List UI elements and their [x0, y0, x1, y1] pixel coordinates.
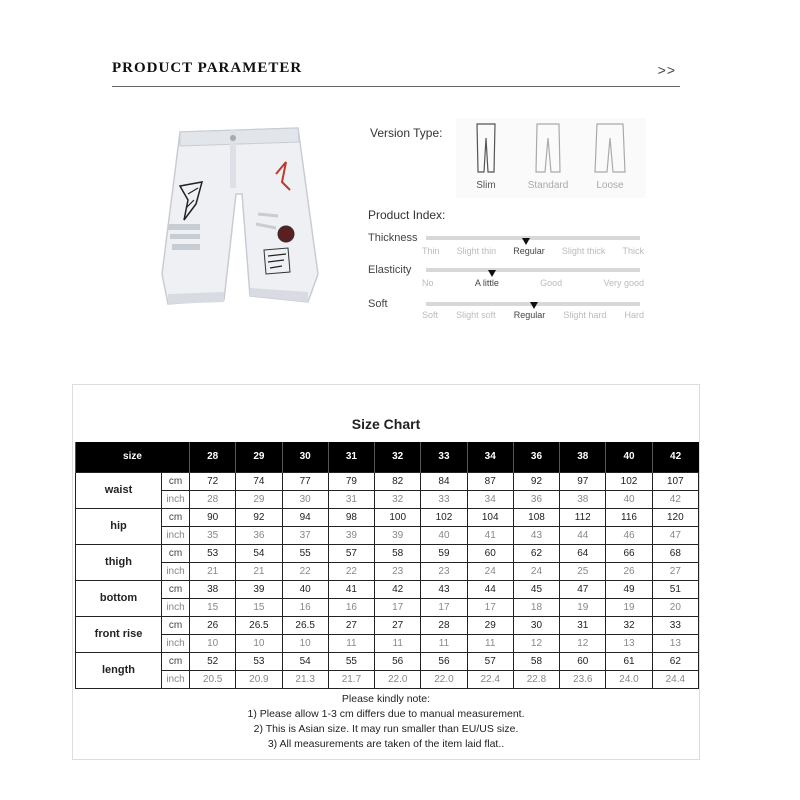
unit-cell: cm [162, 472, 190, 490]
table-cell: 22.0 [375, 670, 421, 688]
table-cell: 38 [190, 580, 236, 598]
shorts-illustration [158, 124, 323, 314]
note-line: Please kindly note: [341, 693, 431, 705]
table-cell: 30 [513, 616, 559, 634]
table-cell: 58 [375, 544, 421, 562]
elasticity-marker [488, 270, 496, 277]
table-cell: 15 [236, 598, 282, 616]
table-cell: 17 [467, 598, 513, 616]
table-cell: 30 [282, 490, 328, 508]
table-cell: 34 [467, 490, 513, 508]
scale-option: Slight thin [456, 246, 497, 256]
section-header [112, 58, 680, 90]
table-cell: 21.3 [282, 670, 328, 688]
table-cell: 57 [467, 652, 513, 670]
table-cell: 33 [421, 490, 467, 508]
elasticity-options [422, 278, 644, 288]
table-cell: 62 [513, 544, 559, 562]
table-cell: 41 [328, 580, 374, 598]
table-cell: 44 [467, 580, 513, 598]
table-cell: 104 [467, 508, 513, 526]
table-cell: 22.0 [421, 670, 467, 688]
table-cell: 42 [652, 490, 698, 508]
table-cell: 56 [375, 652, 421, 670]
table-cell: 53 [190, 544, 236, 562]
table-cell: 47 [652, 526, 698, 544]
table-cell: 13 [652, 634, 698, 652]
table-cell: 27 [375, 616, 421, 634]
header-divider [112, 86, 680, 87]
scale-option-selected: A little [474, 278, 499, 288]
size-column-header: 34 [467, 442, 513, 472]
table-cell: 22 [282, 562, 328, 580]
size-chart [72, 384, 700, 760]
unit-cell: inch [162, 634, 190, 652]
table-cell: 72 [190, 472, 236, 490]
table-cell: 35 [190, 526, 236, 544]
scale-option-selected: Regular [513, 246, 545, 256]
table-cell: 40 [606, 490, 652, 508]
unit-cell: cm [162, 652, 190, 670]
size-column-header: 32 [375, 442, 421, 472]
note-line: 1) Please allow 1-3 cm differs due to manual measurement. [247, 708, 525, 720]
table-cell: 16 [282, 598, 328, 616]
fit-label: Loose [596, 180, 624, 191]
table-cell: 116 [606, 508, 652, 526]
table-cell: 27 [652, 562, 698, 580]
table-row [76, 562, 699, 580]
table-cell: 11 [467, 634, 513, 652]
size-notes [73, 692, 699, 752]
size-chart-title: Size Chart [351, 416, 421, 432]
table-cell: 64 [560, 544, 606, 562]
table-cell: 107 [652, 472, 698, 490]
note-line: 3) All measurements are taken of the item laid flat.. [267, 738, 505, 750]
table-cell: 28 [190, 490, 236, 508]
table-cell: 53 [236, 652, 282, 670]
scale-option-selected: Regular [513, 310, 546, 320]
table-cell: 22 [328, 562, 374, 580]
table-cell: 10 [190, 634, 236, 652]
table-cell: 44 [560, 526, 606, 544]
table-cell: 29 [236, 490, 282, 508]
table-cell: 26 [606, 562, 652, 580]
size-column-header: 42 [652, 442, 698, 472]
table-row [76, 508, 699, 526]
scale-option: Thick [622, 246, 644, 256]
table-cell: 24 [513, 562, 559, 580]
size-header-row [76, 442, 699, 472]
thickness-label: Thickness [368, 232, 418, 244]
table-cell: 39 [375, 526, 421, 544]
table-row [76, 598, 699, 616]
fit-loose [582, 122, 638, 191]
table-cell: 20.9 [236, 670, 282, 688]
slim-fit-icon [474, 122, 498, 174]
standard-fit-icon [534, 122, 562, 174]
table-cell: 16 [328, 598, 374, 616]
size-header-label: size [76, 442, 190, 472]
table-cell: 32 [375, 490, 421, 508]
table-cell: 42 [375, 580, 421, 598]
table-cell: 55 [328, 652, 374, 670]
table-cell: 23 [375, 562, 421, 580]
table-cell: 22.4 [467, 670, 513, 688]
version-type-label: Version Type: [370, 126, 443, 140]
table-cell: 10 [236, 634, 282, 652]
table-cell: 19 [560, 598, 606, 616]
table-cell: 26 [190, 616, 236, 634]
table-cell: 43 [513, 526, 559, 544]
scale-option: Slight thick [561, 246, 606, 256]
table-cell: 100 [375, 508, 421, 526]
scale-option: Good [540, 278, 563, 288]
size-column-header: 31 [328, 442, 374, 472]
fit-standard [520, 122, 576, 191]
table-cell: 66 [606, 544, 652, 562]
table-row [76, 526, 699, 544]
size-column-header: 28 [190, 442, 236, 472]
table-cell: 33 [652, 616, 698, 634]
scale-option: Slight hard [563, 310, 607, 320]
table-cell: 77 [282, 472, 328, 490]
size-column-header: 33 [421, 442, 467, 472]
table-cell: 11 [375, 634, 421, 652]
table-row [76, 616, 699, 634]
table-cell: 46 [606, 526, 652, 544]
size-column-header: 40 [606, 442, 652, 472]
table-cell: 102 [421, 508, 467, 526]
table-cell: 47 [560, 580, 606, 598]
product-parameters [368, 118, 643, 328]
table-row [76, 472, 699, 490]
size-column-header: 29 [236, 442, 282, 472]
table-cell: 112 [560, 508, 606, 526]
measurement-name: waist [76, 472, 162, 508]
size-column-header: 38 [560, 442, 606, 472]
table-cell: 58 [513, 652, 559, 670]
table-cell: 11 [421, 634, 467, 652]
scale-option: Slight soft [456, 310, 496, 320]
table-cell: 37 [282, 526, 328, 544]
table-row [76, 652, 699, 670]
measurement-name: hip [76, 508, 162, 544]
size-table [75, 442, 699, 689]
table-cell: 90 [190, 508, 236, 526]
table-cell: 22.8 [513, 670, 559, 688]
table-cell: 13 [606, 634, 652, 652]
fit-options [456, 118, 646, 198]
measurement-name: thigh [76, 544, 162, 580]
table-cell: 20.5 [190, 670, 236, 688]
table-cell: 54 [236, 544, 282, 562]
unit-cell: cm [162, 508, 190, 526]
table-cell: 28 [421, 616, 467, 634]
table-cell: 60 [467, 544, 513, 562]
table-cell: 61 [606, 652, 652, 670]
table-cell: 11 [328, 634, 374, 652]
table-cell: 79 [328, 472, 374, 490]
table-cell: 54 [282, 652, 328, 670]
table-cell: 36 [513, 490, 559, 508]
more-arrow-link[interactable]: >> [657, 62, 676, 78]
unit-cell: inch [162, 670, 190, 688]
table-cell: 40 [282, 580, 328, 598]
table-cell: 12 [513, 634, 559, 652]
table-cell: 17 [375, 598, 421, 616]
table-cell: 92 [513, 472, 559, 490]
table-cell: 31 [560, 616, 606, 634]
table-cell: 20 [652, 598, 698, 616]
table-cell: 21 [190, 562, 236, 580]
table-cell: 24.4 [652, 670, 698, 688]
table-cell: 40 [421, 526, 467, 544]
table-cell: 82 [375, 472, 421, 490]
table-cell: 24 [467, 562, 513, 580]
table-cell: 51 [652, 580, 698, 598]
measurement-name: front rise [76, 616, 162, 652]
elasticity-label: Elasticity [368, 264, 412, 276]
loose-fit-icon [594, 122, 626, 174]
soft-label: Soft [368, 298, 388, 310]
thickness-scale [426, 236, 640, 240]
measurement-name: length [76, 652, 162, 688]
unit-cell: inch [162, 526, 190, 544]
table-cell: 98 [328, 508, 374, 526]
table-cell: 55 [282, 544, 328, 562]
table-cell: 120 [652, 508, 698, 526]
table-cell: 25 [560, 562, 606, 580]
table-cell: 19 [606, 598, 652, 616]
fit-slim [458, 122, 514, 191]
scale-option: No [422, 278, 434, 288]
unit-cell: cm [162, 544, 190, 562]
table-cell: 36 [236, 526, 282, 544]
note-line: 2) This is Asian size. It may run smaller than EU/US size. [253, 723, 519, 735]
table-cell: 68 [652, 544, 698, 562]
fit-label: Slim [476, 180, 496, 191]
table-cell: 23 [421, 562, 467, 580]
table-cell: 39 [328, 526, 374, 544]
soft-options [422, 310, 644, 320]
product-image [158, 124, 323, 314]
table-cell: 15 [190, 598, 236, 616]
size-table-body [76, 472, 699, 688]
table-cell: 39 [236, 580, 282, 598]
table-row [76, 634, 699, 652]
thickness-marker [522, 238, 530, 245]
table-row [76, 670, 699, 688]
table-cell: 43 [421, 580, 467, 598]
table-cell: 41 [467, 526, 513, 544]
table-cell: 21 [236, 562, 282, 580]
unit-cell: inch [162, 490, 190, 508]
unit-cell: cm [162, 616, 190, 634]
table-cell: 18 [513, 598, 559, 616]
table-cell: 23.6 [560, 670, 606, 688]
unit-cell: inch [162, 598, 190, 616]
product-index-label: Product Index: [368, 208, 446, 222]
table-cell: 57 [328, 544, 374, 562]
table-cell: 102 [606, 472, 652, 490]
table-cell: 84 [421, 472, 467, 490]
size-column-header: 36 [513, 442, 559, 472]
table-row [76, 490, 699, 508]
measurement-name: bottom [76, 580, 162, 616]
table-cell: 21.7 [328, 670, 374, 688]
table-cell: 45 [513, 580, 559, 598]
elasticity-scale [426, 268, 640, 272]
table-cell: 10 [282, 634, 328, 652]
table-cell: 97 [560, 472, 606, 490]
table-cell: 60 [560, 652, 606, 670]
unit-cell: inch [162, 562, 190, 580]
table-cell: 29 [467, 616, 513, 634]
table-cell: 62 [652, 652, 698, 670]
table-cell: 92 [236, 508, 282, 526]
table-cell: 12 [560, 634, 606, 652]
table-cell: 49 [606, 580, 652, 598]
table-cell: 32 [606, 616, 652, 634]
scale-option: Soft [422, 310, 439, 320]
thickness-options [422, 246, 644, 256]
table-cell: 27 [328, 616, 374, 634]
table-cell: 52 [190, 652, 236, 670]
table-row [76, 580, 699, 598]
scale-option: Thin [422, 246, 440, 256]
table-cell: 56 [421, 652, 467, 670]
table-cell: 87 [467, 472, 513, 490]
fit-label: Standard [527, 180, 569, 191]
table-row [76, 544, 699, 562]
scale-option: Very good [603, 278, 644, 288]
table-cell: 26.5 [282, 616, 328, 634]
unit-cell: cm [162, 580, 190, 598]
scale-option: Hard [624, 310, 644, 320]
table-cell: 24.0 [606, 670, 652, 688]
table-cell: 108 [513, 508, 559, 526]
table-cell: 74 [236, 472, 282, 490]
table-cell: 31 [328, 490, 374, 508]
table-cell: 59 [421, 544, 467, 562]
table-cell: 17 [421, 598, 467, 616]
section-title: PRODUCT PARAMETER [112, 60, 303, 76]
table-cell: 94 [282, 508, 328, 526]
size-column-header: 30 [282, 442, 328, 472]
table-cell: 38 [560, 490, 606, 508]
soft-marker [530, 302, 538, 309]
table-cell: 26.5 [236, 616, 282, 634]
